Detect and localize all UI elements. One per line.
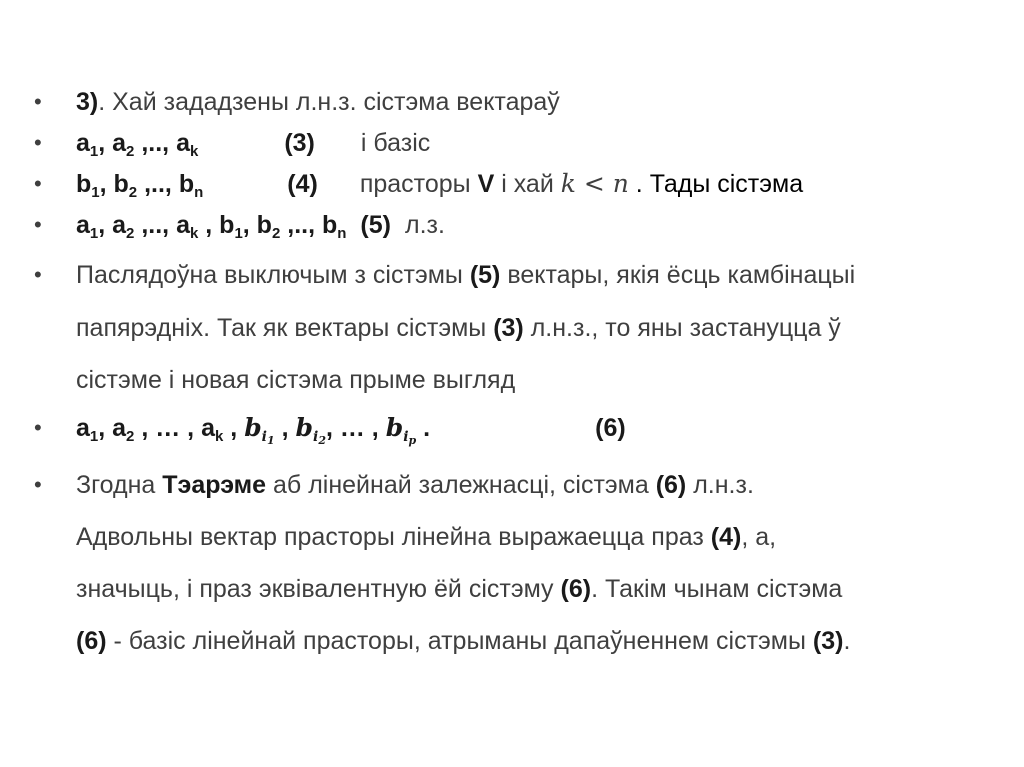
line-11-text: значыць, і праз эквівалентную ёй сістэму (6). Такім чынам сістэма bbox=[76, 575, 843, 603]
bullet: • bbox=[34, 415, 42, 440]
bullet: • bbox=[34, 171, 42, 196]
line-4-text: $a_1$, $a_2$ ,.., $a_k$ , $b_1$, $b_2$ ,.., $b_n$ (5) л.з. bbox=[76, 211, 445, 242]
bullet: • bbox=[34, 262, 42, 287]
bullet: • bbox=[34, 130, 42, 155]
line-1-text: 3). Хай зададзены л.н.з. сістэма вектараў bbox=[76, 88, 560, 116]
line-5-text: Паслядоўна выключым з сістэмы (5) вектары, якія ёсць камбінацыі bbox=[76, 261, 856, 289]
system-number: (6) bbox=[595, 414, 626, 442]
system-number: (5) bbox=[360, 211, 391, 239]
line-3-text: $b_1$, $b_2$ ,.., $b_n$ (4) прасторы V і хай k < n . Тады сістэма bbox=[76, 169, 804, 201]
line-8-text: $a_1$, $a_2$ , … , $a_k$ , $b_{i_1}$ , $b_{i_2}$, … , $b_{i_p}$ . (6) bbox=[76, 413, 626, 447]
system-number: (4) bbox=[287, 170, 318, 198]
line-9-text: Згодна Тэарэме аб лінейнай залежнасці, сістэма (6) л.н.з. bbox=[76, 471, 754, 499]
bullet: • bbox=[34, 472, 42, 497]
line-6-text: папярэдніх. Так як вектары сістэмы (3) л.н.з., то яны застануцца ў bbox=[76, 314, 841, 342]
line-7-text: сістэме і новая сістэма прыме выгляд bbox=[76, 366, 516, 394]
line-2-text: $a_1$, $a_2$ ,.., $a_k$ (3) і базіс bbox=[76, 129, 431, 160]
line-12-text: (6) - базіс лінейнай прасторы, атрыманы дапаўненнем сістэмы (3). bbox=[76, 627, 851, 655]
bullet: • bbox=[34, 212, 42, 237]
system-number: (3) bbox=[284, 129, 315, 157]
line-10-text: Адвольны вектар прасторы лінейна выражаецца праз (4), а, bbox=[76, 523, 777, 551]
bullet: • bbox=[34, 89, 42, 114]
